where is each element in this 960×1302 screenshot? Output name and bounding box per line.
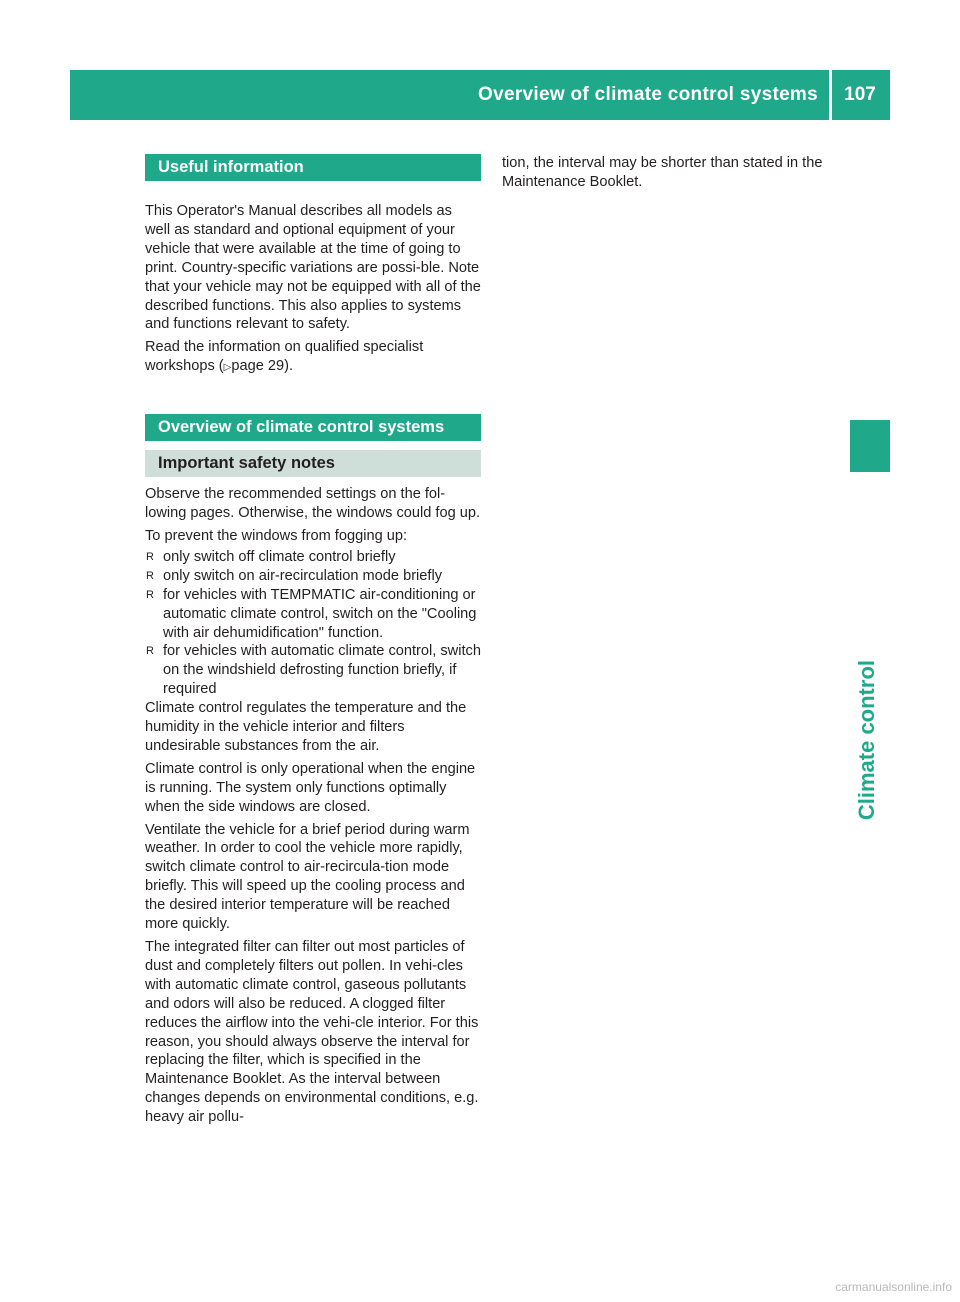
overview-paragraph-4: Climate control is only operational when the engine is running. The system only functions optimally when the side windows are closed.	[145, 760, 476, 815]
header-title: Overview of climate control systems	[478, 84, 818, 105]
watermark: carmanualsonline.info	[835, 1280, 952, 1294]
page-reference-link[interactable]: page 29).	[231, 358, 294, 375]
page-number: 107	[844, 84, 876, 105]
page-header	[70, 70, 890, 120]
right-column	[502, 154, 838, 192]
side-tab-marker	[850, 420, 890, 472]
bullet-icon: R	[146, 588, 154, 601]
overview-paragraph-3: Climate control regulates the temperature and the humidity in the vehicle interior and filters undesirable substances from the air.	[145, 700, 467, 754]
useful-information-heading: Useful information	[145, 154, 481, 181]
overview-heading: Overview of climate control systems	[145, 414, 481, 441]
left-column	[145, 154, 481, 1127]
side-tab-label: Climate control	[854, 660, 879, 821]
list-item: R for vehicles with TEMPMATIC air-conditioning or automatic climate control, switch on the "Cooling with air dehumidification" function.	[146, 586, 477, 641]
safety-notes-subheading: Important safety notes	[145, 450, 481, 477]
overview-paragraph-2: To prevent the windows from fogging up:	[145, 527, 408, 544]
useful-information-paragraph: This Operator's Manual describes all models as well as standard and optional equipment of your vehicle that were available at the time of going to print. Country-specific variations are possi-ble. Note that your vehicle may not be equipped with all of the described functions. This also applies to systems and functions relevant to safety.	[145, 203, 481, 333]
overview-paragraph-5: Ventilate the vehicle for a brief period during warm weather. In order to cool the vehicle more rapidly, switch climate control to air-recircula-tion mode briefly. This will speed up the cooling process and the desired interior temperature will be reached more quickly.	[145, 821, 470, 933]
header-divider	[829, 70, 832, 120]
overview-paragraph-6-continued: tion, the interval may be shorter than stated in the Maintenance Booklet.	[502, 155, 823, 190]
bullet-icon: R	[146, 569, 154, 582]
overview-paragraph-6: The integrated filter can filter out most particles of dust and completely filters out pollen. In vehi-cles with automatic climate control, gaseous pollutants and odors will also be reduced. A clogged filter reduces the airflow into the vehi-cle interior. For this reason, you should always observe the interval for replacing the filter, which is specified in the Maintenance Booklet. As the interval between changes depends on environmental conditions, e.g. heavy air pollu-	[145, 939, 479, 1126]
list-item: R for vehicles with automatic climate control, switch on the windshield defrosting function briefly, if required	[146, 643, 481, 698]
fogging-bullet-list	[145, 548, 481, 699]
workshops-text: Read the information on qualified specialist workshops (	[145, 339, 424, 375]
side-tab-label-container	[852, 660, 892, 821]
bullet-icon: R	[146, 550, 154, 563]
bullet-icon: R	[146, 645, 154, 658]
workshops-paragraph	[145, 338, 481, 378]
overview-paragraph-1: Observe the recommended settings on the fol-lowing pages. Otherwise, the windows could fog up.	[145, 486, 481, 522]
list-item: R only switch off climate control briefly	[146, 548, 396, 565]
list-item: R only switch on air-recirculation mode briefly	[146, 567, 443, 584]
page-reference-arrow-icon: ▷	[223, 362, 232, 374]
